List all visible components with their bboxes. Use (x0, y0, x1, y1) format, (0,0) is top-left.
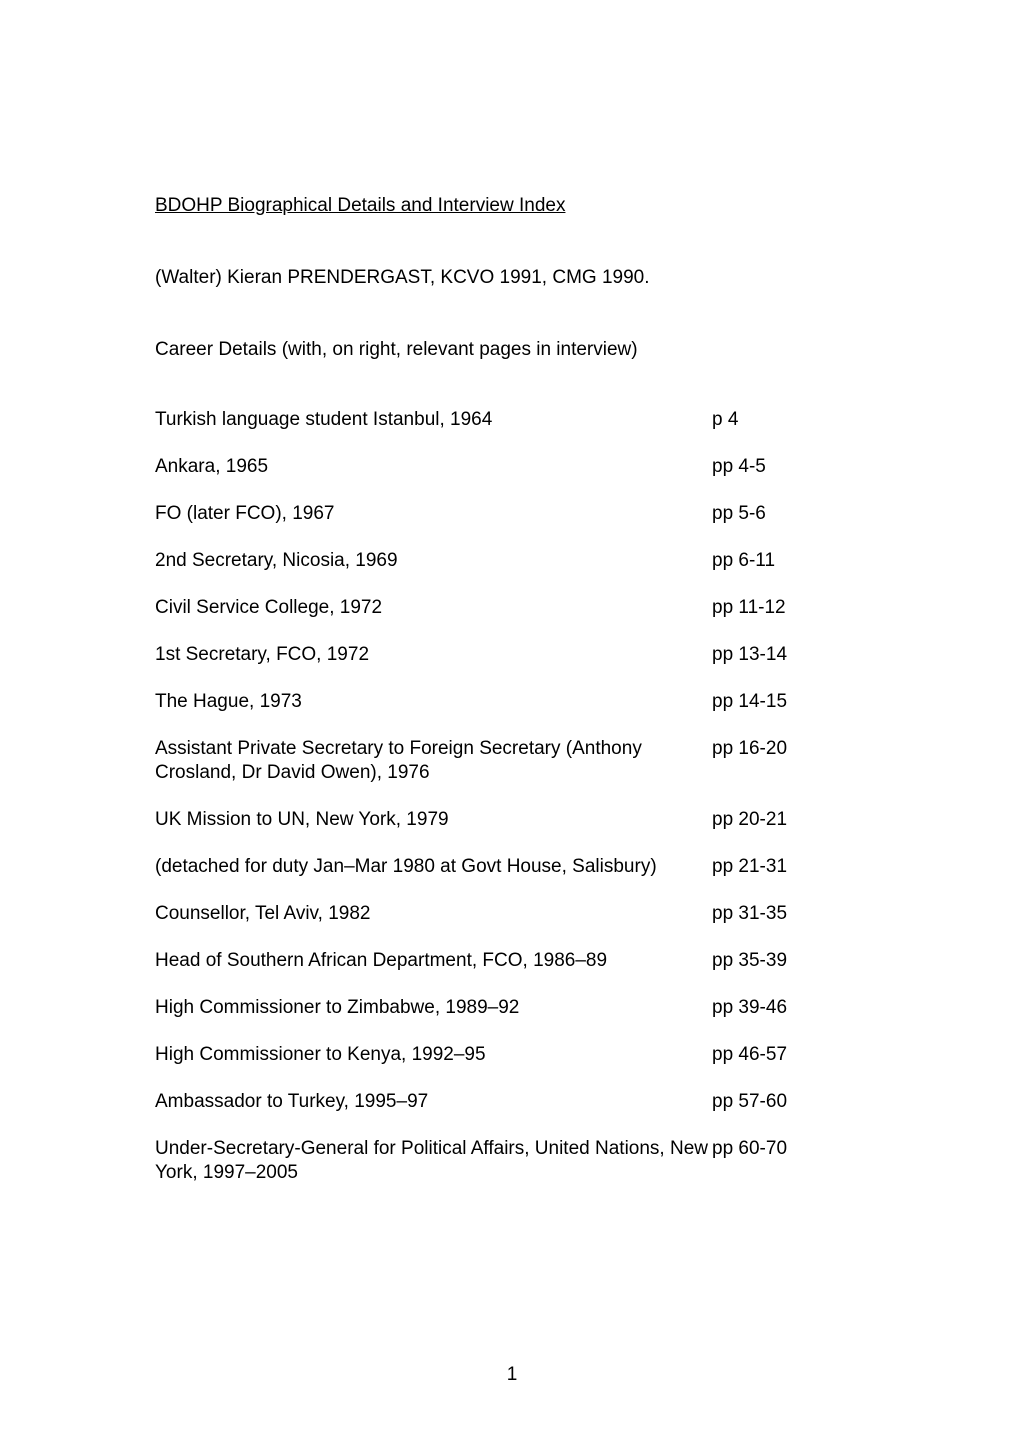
career-post: 2nd Secretary, Nicosia, 1969 (155, 550, 398, 571)
career-post: FO (later FCO), 1967 (155, 503, 335, 524)
career-post: (detached for duty Jan–Mar 1980 at Govt House, Salisbury) (155, 856, 657, 877)
career-pages: pp 46-57 (712, 1044, 788, 1065)
career-row (155, 902, 875, 926)
career-list (155, 408, 875, 1185)
career-post: Head of Southern African Department, FCO, 1986–89 (155, 950, 608, 971)
career-post: High Commissioner to Zimbabwe, 1989–92 (155, 997, 520, 1018)
career-post: 1st Secretary, FCO, 1972 (155, 644, 370, 665)
career-pages: pp 11-12 (712, 597, 786, 618)
career-pages: pp 31-35 (712, 903, 788, 924)
career-row (155, 596, 875, 620)
career-pages: pp 35-39 (712, 950, 788, 971)
career-post: Counsellor, Tel Aviv, 1982 (155, 903, 371, 924)
career-post: Under-Secretary-General for Political Affairs, United Nations, New York, 1997–2005 (155, 1138, 708, 1183)
subject-name: (Walter) Kieran PRENDERGAST, KCVO 1991, CMG 1990. (155, 267, 650, 288)
career-post: Civil Service College, 1972 (155, 597, 383, 618)
document-body (155, 193, 875, 1208)
career-pages: pp 20-21 (712, 809, 788, 830)
career-row (155, 855, 875, 879)
career-row (155, 455, 875, 479)
career-row (155, 1090, 875, 1114)
career-row (155, 549, 875, 573)
career-post: High Commissioner to Kenya, 1992–95 (155, 1044, 486, 1065)
career-post: Ambassador to Turkey, 1995–97 (155, 1091, 429, 1112)
career-pages: pp 13-14 (712, 644, 788, 665)
career-pages: pp 14-15 (712, 691, 788, 712)
career-row (155, 408, 875, 432)
career-row (155, 808, 875, 832)
career-pages: pp 6-11 (712, 550, 776, 571)
career-row (155, 737, 875, 785)
career-post: Assistant Private Secretary to Foreign Secretary (Anthony Crosland, Dr David Owen), 1976 (155, 738, 642, 783)
career-row (155, 1137, 875, 1185)
career-post: Turkish language student Istanbul, 1964 (155, 409, 493, 430)
career-row (155, 949, 875, 973)
career-pages: pp 5-6 (712, 503, 766, 524)
career-pages: pp 57-60 (712, 1091, 788, 1112)
career-row (155, 690, 875, 714)
career-pages: pp 21-31 (712, 856, 788, 877)
career-pages: pp 4-5 (712, 456, 766, 477)
career-row (155, 996, 875, 1020)
page-number: 1 (506, 1364, 518, 1385)
career-row (155, 502, 875, 526)
career-post: The Hague, 1973 (155, 691, 302, 712)
career-pages: p 4 (712, 409, 739, 430)
career-post: Ankara, 1965 (155, 456, 269, 477)
career-row (155, 1043, 875, 1067)
career-pages: pp 16-20 (712, 738, 788, 759)
career-pages: pp 39-46 (712, 997, 788, 1018)
career-pages: pp 60-70 (712, 1138, 788, 1159)
career-post: UK Mission to UN, New York, 1979 (155, 809, 449, 830)
document-heading: BDOHP Biographical Details and Interview Index (155, 195, 566, 216)
career-details-header: Career Details (with, on right, relevant pages in interview) (155, 339, 638, 360)
career-row (155, 643, 875, 667)
